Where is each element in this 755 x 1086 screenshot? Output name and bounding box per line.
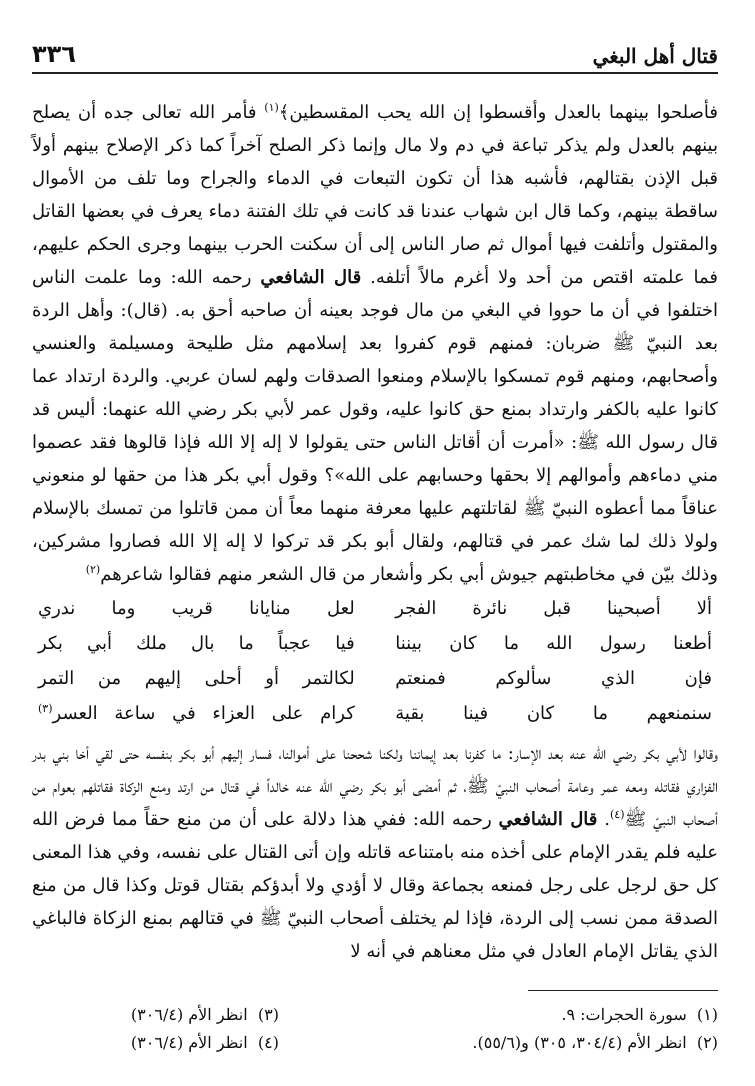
footnote-item	[32, 1001, 279, 1029]
footnote-number: (١)	[696, 1005, 718, 1024]
closing-text: وقالوا لأبي بكر رضي الله عنه بعد الإسار: ما كفرنا بعد إيماننا ولكنا شححنا على أموالنا، فسار إليهم أبو بكر بنفسه حتى لقي أخا بني بدر الفزاري فقاتله ومعه عمر وعامة أصحاب النبيّ ﷺ، ثم أمضى أبو بكر رضي الله عنه خالداً في قتال من ارتد ومنع الزكاة فقاتلهم بعوام من أصحاب النبيّ ﷺ	[32, 743, 718, 830]
main-text-continued	[32, 737, 718, 968]
footnote-item	[293, 1029, 718, 1057]
closing-sep: .	[597, 809, 610, 830]
intro-paragraph	[32, 96, 718, 591]
footnote-ref-4: (٤)	[609, 808, 625, 821]
footnote-row	[32, 1001, 718, 1029]
poem-verse	[38, 626, 712, 661]
intro-text: فأمر الله تعالى جده أن يصلح بينهم بالعدل ولم يذكر تباعة في دم ولا مال وإنما ذكر الصلح آخراً كما ذكر الإصلاح بينهم أولاً قبل الإذن بقتالهم، فأشبه هذا أن تكون التبعات في الدماء والجراح وما تلف من الأموال ساقطة بينهم، وكما قال ابن شهاب عندنا قد كانت في تلك الفتنة دماء يعرف في بعضها القاتل والمقتول وأتلفت فيها أموال ثم صار الناس إلى أن سكنت الحرب بينهما وجرى الحكم عليهم، فما علمته اقتص من أحد ولا أغرم مالاً أتلفه.	[32, 102, 718, 288]
book-page	[32, 18, 718, 1068]
poem-verse	[38, 696, 712, 731]
footnote-number: (٤)	[257, 1033, 279, 1052]
footnote-ref-2: (٢)	[85, 563, 101, 576]
footnote-number: (٢)	[696, 1033, 718, 1052]
footnote-text: انظر الأم (٣٠٤/٤، ٣٠٥) و(٥٥/٦).	[472, 1033, 687, 1052]
quran-verse-end: فأصلحوا بينهما بالعدل وأقسطوا إن الله يحب المقسطين﴾	[278, 102, 718, 123]
page-number: ٣٣٦	[32, 40, 76, 68]
shafii-label: قال الشافعي	[260, 267, 362, 288]
poem	[32, 591, 718, 731]
closing-text-cont: رحمه الله: ففي هذا دلالة على أن من منع حقاً مما فرض الله عليه فلم يقدر الإمام على أخذه منه بامتناعه قاتله وإن أتى القتال على نفسه، وفي هذا المعنى كل حق لرجل على رجل فمنعه بجماعة وقال لا أؤدي ولا أبدؤكم بقتال قوتل وكذا قال من منع الصدقة ممن نسب إلى الردة، فإذا لم يختلف أصحاب النبيّ ﷺ في قتالهم بمنع الزكاة فالباغي الذي يقاتل الإمام العادل في مثل معناهم في أنه لا	[32, 809, 718, 962]
shafii-label: قال الشافعي	[498, 809, 598, 830]
footnote-text: انظر الأم (٣٠٦/٤)	[130, 1005, 248, 1024]
footnote-divider	[528, 990, 718, 991]
page-header	[32, 18, 718, 74]
running-title: قتال أهل البغي	[592, 44, 718, 68]
footnote-item	[293, 1001, 718, 1029]
verse-second-hemistich: لعل منايانا قريب وما ندري	[38, 598, 355, 619]
closing-paragraph	[32, 737, 718, 968]
footnote-row	[32, 1029, 718, 1057]
verse-text: كرام على العزاء في ساعة العسر	[52, 703, 355, 724]
footnote-item	[32, 1029, 279, 1057]
footnote-text: انظر الأم (٣٠٦/٤)	[130, 1033, 248, 1052]
verse-second-hemistich: فيا عجباً ما بال ملك أبي بكر	[38, 633, 355, 654]
main-text	[32, 96, 718, 591]
verse-first-hemistich: سنمنعهم ما كان فينا بقية	[395, 703, 712, 724]
poem-verse	[38, 591, 712, 626]
verse-second-hemistich	[38, 703, 355, 724]
poem-verse	[38, 661, 712, 696]
footnote-ref-3: (٣)	[38, 702, 53, 715]
verse-first-hemistich: أطعنا رسول الله ما كان بيننا	[395, 633, 712, 654]
verse-first-hemistich: ألا أصبحينا قبل نائرة الفجر	[395, 598, 712, 619]
footnotes	[32, 1001, 718, 1057]
verse-first-hemistich: فإن الذي سألوكم فمنعتم	[395, 668, 712, 689]
verse-second-hemistich: لكالتمر أو أحلى إليهم من التمر	[38, 668, 355, 689]
footnote-text: سورة الحجرات: ٩.	[561, 1005, 687, 1024]
footnote-ref-1: (١)	[264, 101, 279, 114]
footnote-number: (٣)	[257, 1005, 279, 1024]
intro-text-cont: رحمه الله: وما علمت الناس اختلفوا في أن ما حووا في البغي من مال فوجد بعينه أن صاحبه أحق به. (قال): وأهل الردة بعد النبيّ ﷺ ضربان: فمنهم قوم كفروا بعد إسلامهم مثل طليحة ومسيلمة والعنسي وأصحابهم، ومنهم قوم تمسكوا بالإسلام ومنعوا الصدقات ولهم لسان عربي. والردة ارتداد عما كانوا عليه بالكفر وارتداد بمنع حق كانوا عليه، وقول عمر لأبي بكر رضي الله عنهما: أليس قد قال رسول الله ﷺ: «أمرت أن أقاتل الناس حتى يقولوا لا إله إلا الله فإذا قالوها فقد عصموا مني دماءهم وأموالهم إلا بحقها وحسابهم على الله»؟ وقول أبي بكر هذا من حقها لو منعوني عناقاً مما أعطوه النبيّ ﷺ لقاتلتهم عليها معرفة منهما معاً أن ممن قاتلوا من تمسك بالإسلام ولولا ذلك لما شك عمر في قتالهم، ولقال أبو بكر قد تركوا لا إله إلا الله فصاروا مشركين، وذلك بيّن في مخاطبتهم جيوش أبي بكر وأشعار من قال الشعر منهم فقالوا شاعرهم	[32, 267, 718, 585]
